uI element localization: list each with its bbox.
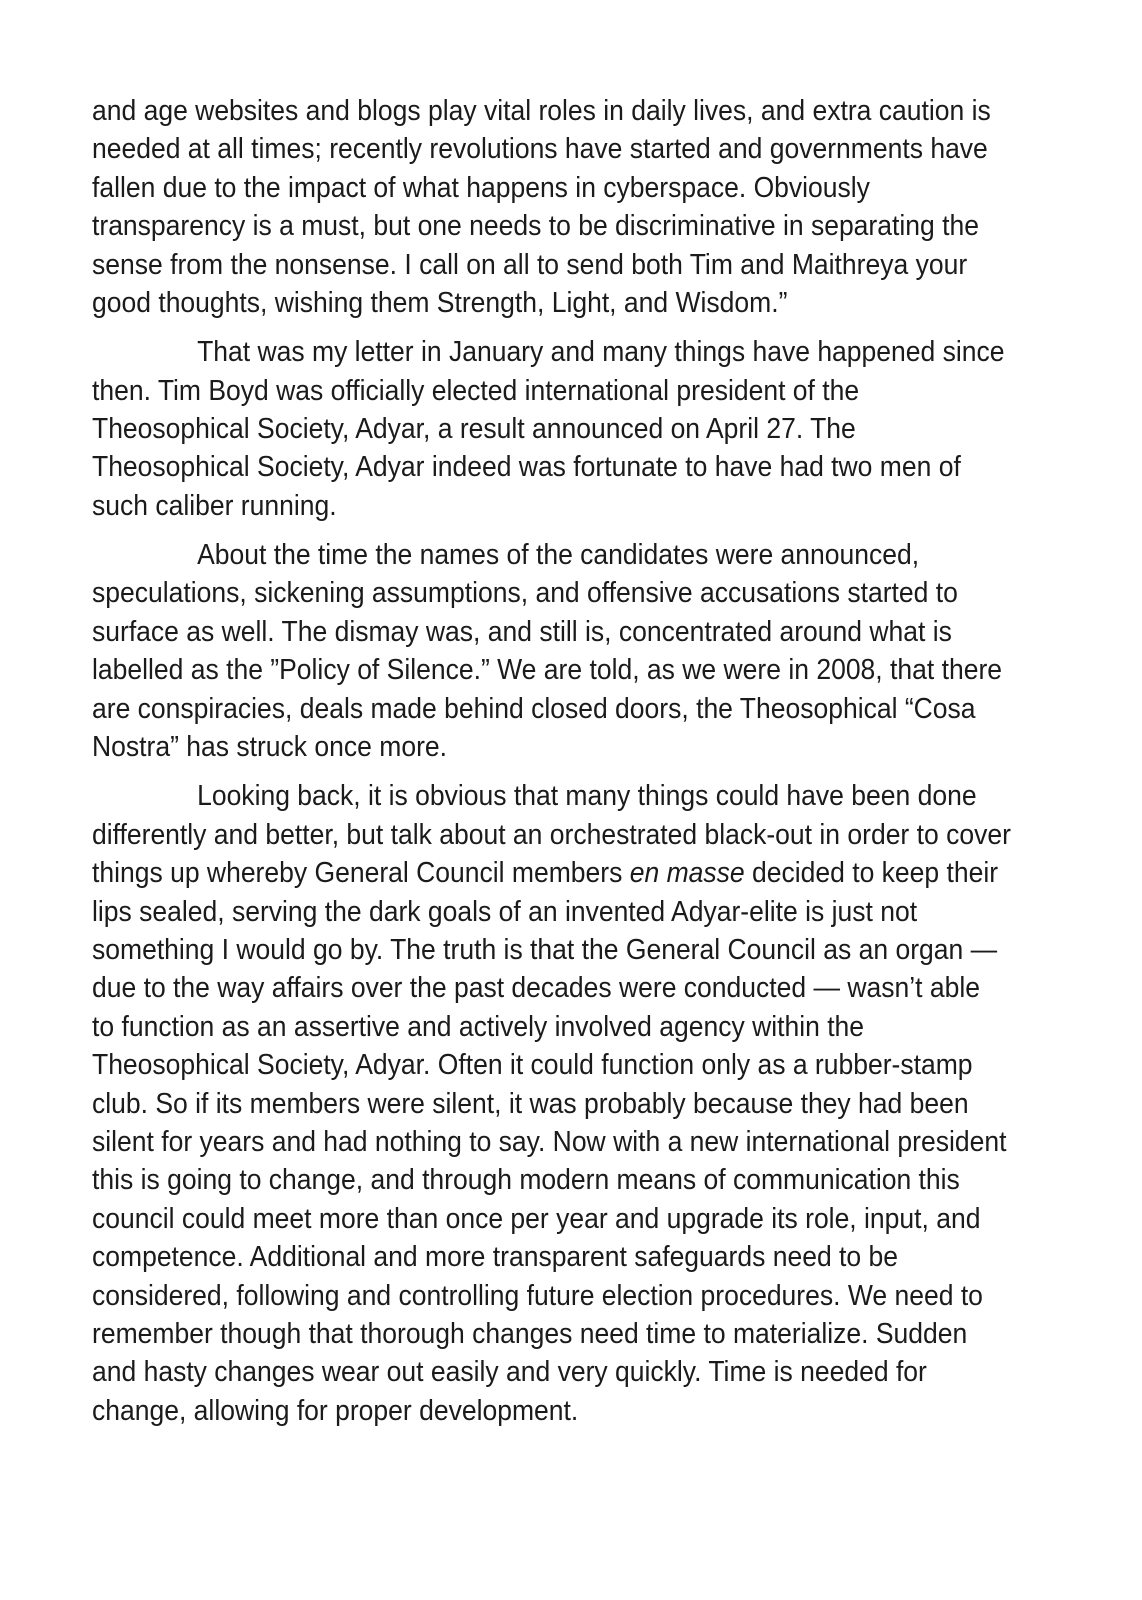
text-line: Theosophical Society, Adyar, a result announced on April 27. The (92, 413, 856, 446)
text-line: this is going to change, and through modern means of communication this (92, 1164, 960, 1197)
text-line: remember though that thorough changes need time to materialize. Sudden (92, 1317, 968, 1350)
text-line-indented: Looking back, it is obvious that many things could have been done (197, 780, 977, 813)
text-line: competence. Additional and more transparent safeguards need to be (92, 1241, 899, 1274)
text-line: sense from the nonsense. I call on all to send both Tim and Maithreya your (92, 248, 968, 281)
text-line-indented: That was my letter in January and many things have happened since (197, 336, 1005, 369)
text-line: and hasty changes wear out easily and very quickly. Time is needed for (92, 1356, 927, 1389)
text-line-with-italic (92, 854, 1052, 892)
italic-phrase: en masse (629, 857, 745, 890)
text-line: something I would go by. The truth is that the General Council as an organ — (92, 933, 998, 966)
text-line: surface as well. The dismay was, and still is, concentrated around what is (92, 615, 952, 648)
text-line: due to the way affairs over the past decades were conducted — wasn’t able (92, 972, 980, 1005)
text-line: transparency is a must, but one needs to be discriminative in separating the (92, 210, 979, 243)
paragraph-1 (92, 92, 1052, 322)
text-line: Theosophical Society, Adyar indeed was fortunate to have had two men of (92, 451, 961, 484)
text-line: good thoughts, wishing them Strength, Light, and Wisdom.” (92, 287, 788, 320)
paragraph-3 (92, 536, 1052, 766)
text-line: fallen due to the impact of what happens in cyberspace. Obviously (92, 171, 870, 204)
text-line: such caliber running. (92, 489, 337, 522)
text-line: Theosophical Society, Adyar. Often it could function only as a rubber-stamp (92, 1049, 973, 1082)
text-line: council could meet more than once per year and upgrade its role, input, and (92, 1202, 981, 1235)
text-line: to function as an assertive and actively involved agency within the (92, 1010, 865, 1043)
text-line-indented: About the time the names of the candidates were announced, (197, 539, 920, 572)
text-line: are conspiracies, deals made behind closed doors, the Theosophical “Cosa (92, 692, 976, 725)
text-segment: decided to keep their (744, 857, 999, 890)
text-line: club. So if its members were silent, it was probably because they had been (92, 1087, 969, 1120)
paragraph-4 (92, 777, 1052, 1430)
text-line: considered, following and controlling future election procedures. We need to (92, 1279, 983, 1312)
text-segment: things up whereby General Council members (92, 857, 630, 890)
text-line: speculations, sickening assumptions, and offensive accusations started to (92, 577, 958, 610)
paragraph-2 (92, 333, 1052, 525)
text-line: then. Tim Boyd was officially elected international president of the (92, 374, 860, 407)
text-line: silent for years and had nothing to say. Now with a new international president (92, 1125, 1007, 1158)
text-line: differently and better, but talk about an orchestrated black-out in order to cover (92, 818, 1011, 851)
text-line: lips sealed, serving the dark goals of an invented Adyar-elite is just not (92, 895, 918, 928)
text-line: change, allowing for proper development. (92, 1394, 579, 1427)
body-text (92, 92, 1052, 1430)
text-line: and age websites and blogs play vital roles in daily lives, and extra caution is (92, 95, 991, 127)
text-line: needed at all times; recently revolutions have started and governments have (92, 133, 988, 166)
text-line: Nostra” has struck once more. (92, 731, 447, 764)
text-line: labelled as the ”Policy of Silence.” We are told, as we were in 2008, that there (92, 654, 1003, 687)
